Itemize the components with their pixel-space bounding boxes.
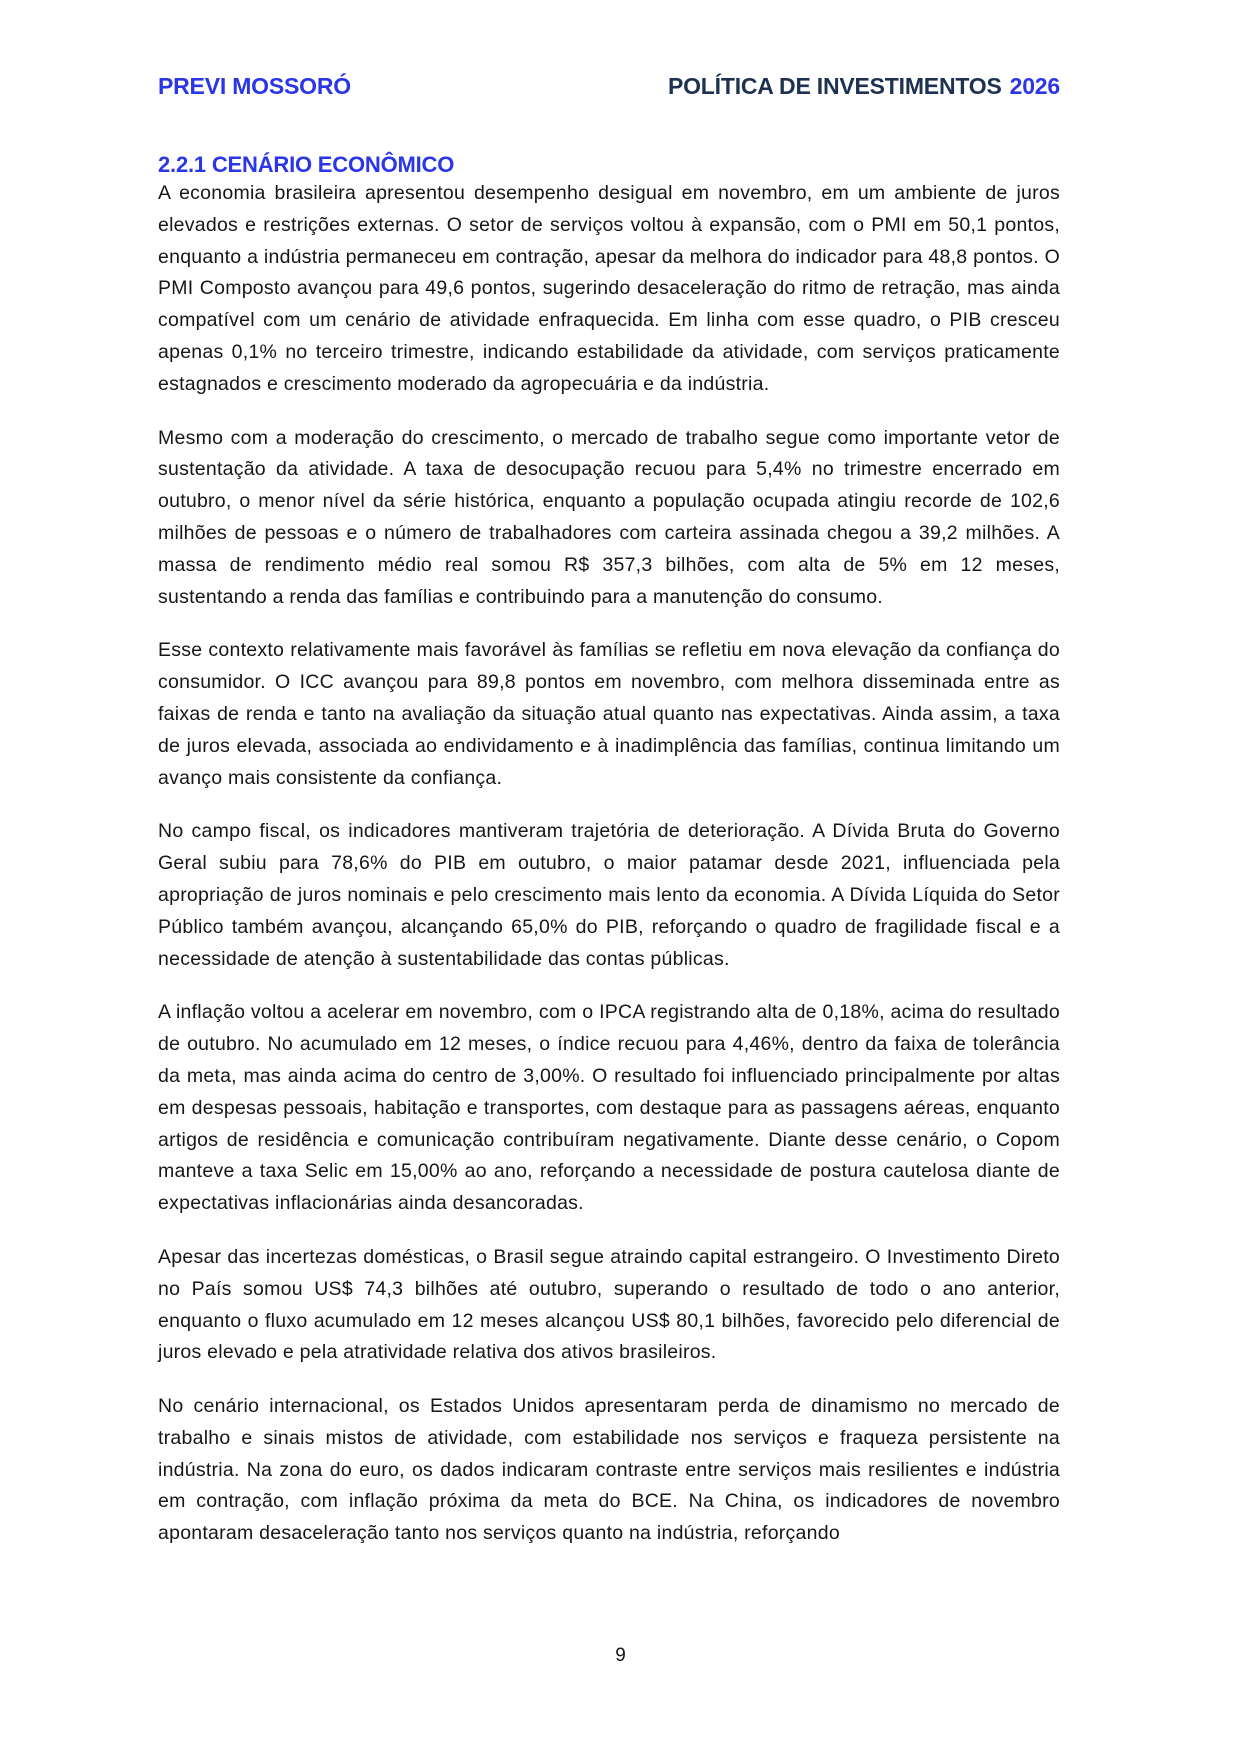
body-paragraph-4: No campo fiscal, os indicadores mantiveram trajetória de deterioração. A Dívida Bruta do Governo Geral subiu para 78,6% do PIB em outubro, o maior patamar desde 2021, influenciada pela apropriação de juros nominais e pelo crescimento mais lento da economia. A Dívida Líquida do Setor Público também avançou, alcançando 65,0% do PIB, reforçando o quadro de fragilidade fiscal e a necessidade de atenção à sustentabilidade das contas públicas. xyxy=(158,820,1060,970)
section-heading: 2.2.1 CENÁRIO ECONÔMICO xyxy=(158,152,455,177)
header-doc-year: 2026 xyxy=(1009,73,1060,99)
page-number: 9 xyxy=(615,1645,626,1666)
body-paragraph-2: Mesmo com a moderação do crescimento, o mercado de trabalho segue como importante vetor de sustentação da atividade. A taxa de desocupação recuou para 5,4% no trimestre encerrado em outubro, o menor nível da série histórica, enquanto a população ocupada atingiu recorde de 102,6 milhões de pessoas e o número de trabalhadores com carteira assinada chegou a 39,2 milhões. A massa de rendimento médio real somou R$ 357,3 bilhões, com alta de 5% em 12 meses, sustentando a renda das famílias e contribuindo para a manutenção do consumo. xyxy=(158,426,1060,608)
header-doc-title-group xyxy=(668,73,1060,100)
header-doc-title: POLÍTICA DE INVESTIMENTOS xyxy=(667,73,1002,99)
body-paragraph-1: A economia brasileira apresentou desempenho desigual em novembro, em um ambiente de juros elevados e restrições externas. O setor de serviços voltou à expansão, com o PMI em 50,1 pontos, enquanto a indústria permaneceu em contração, apesar da melhora do indicador para 48,8 pontos. O PMI Composto avançou para 49,6 pontos, sugerindo desaceleração do ritmo de retração, mas ainda compatível com um cenário de atividade enfraquecida. Em linha com esse quadro, o PIB cresceu apenas 0,1% no terceiro trimestre, indicando estabilidade da atividade, com serviços praticamente estagnados e crescimento moderado da agropecuária e da indústria. xyxy=(158,182,1060,395)
body-text xyxy=(158,178,1060,1550)
header-org-name: PREVI MOSSORÓ xyxy=(158,73,351,99)
page-content xyxy=(158,0,1060,1572)
body-paragraph-5: A inflação voltou a acelerar em novembro, com o IPCA registrando alta de 0,18%, acima do resultado de outubro. No acumulado em 12 meses, o índice recuou para 4,46%, dentro da faixa de tolerância da meta, mas ainda acima do centro de 3,00%. O resultado foi influenciado principalmente por altas em despesas pessoais, habitação e transportes, com destaque para as passagens aéreas, enquanto artigos de residência e comunicação contribuíram negativamente. Diante desse cenário, o Copom manteve a taxa Selic em 15,00% ao ano, reforçando a necessidade de postura cautelosa diante de expectativas inflacionárias ainda desancoradas. xyxy=(158,1001,1060,1215)
body-paragraph-6: Apesar das incertezas domésticas, o Brasil segue atraindo capital estrangeiro. O Investimento Direto no País somou US$ 74,3 bilhões até outubro, superando o resultado de todo o ano anterior, enquanto o fluxo acumulado em 12 meses alcançou US$ 80,1 bilhões, favorecido pelo diferencial de juros elevado e pela atratividade relativa dos ativos brasileiros. xyxy=(158,1245,1060,1364)
body-paragraph-3: Esse contexto relativamente mais favorável às famílias se refletiu em nova elevação da confiança do consumidor. O ICC avançou para 89,8 pontos em novembro, com melhora disseminada entre as faixas de renda e tanto na avaliação da situação atual quanto nas expectativas. Ainda assim, a taxa de juros elevada, associada ao endividamento e à inadimplência das famílias, continua limitando um avanço mais consistente da confiança. xyxy=(158,639,1060,789)
page-header xyxy=(158,73,1060,100)
body-paragraph-7: No cenário internacional, os Estados Unidos apresentaram perda de dinamismo no mercado de trabalho e sinais mistos de atividade, com estabilidade nos serviços e fraqueza persistente na indústria. Na zona do euro, os dados indicaram contraste entre serviços mais resilientes e indústria em contração, com inflação próxima da meta do BCE. Na China, os indicadores de novembro apontaram desaceleração tanto nos serviços quanto na indústria, reforçando xyxy=(158,1395,1060,1545)
